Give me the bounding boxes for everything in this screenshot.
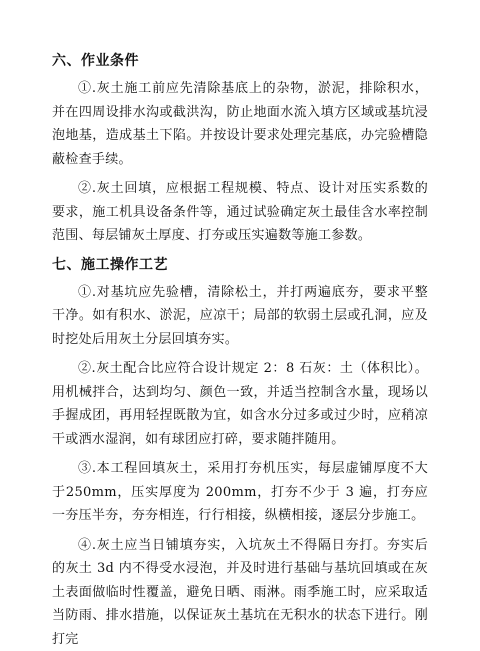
paragraph: ①.对基坑应先验槽，清除松土，并打两遍底夯，要求平整干净。如有积水、淤泥，应凉干；局部的软弱土层或孔洞，应及时挖处后用灰土分层回填夯实。 <box>52 281 428 352</box>
paragraph: ③.本工程回填灰土，采用打夯机压实，每层虚铺厚度不大于250mm，压实厚度为 200mm，打夯不少于 3 遍，打夯应一夯压半夯，夯夯相连，行行相接，纵横相接，逐层分步施工。 <box>52 457 428 528</box>
section-heading-construction-process: 七、施工操作工艺 <box>52 254 428 276</box>
paragraph: ②.灰土回填，应根据工程规模、特点、设计对压实系数的要求，施工机具设备条件等，通过试验确定灰土最佳含水率控制范围、每层铺灰土厚度、打夯或压实遍数等施工参数。 <box>52 177 428 248</box>
section-heading-work-conditions: 六、作业条件 <box>52 50 428 72</box>
paragraph: ②.灰土配合比应符合设计规定 2：8 石灰：土（体积比）。用机械拌合，达到均匀、颜色一致，并适当控制含水量，现场以手握成团，再用轻捏既散为宜，如含水分过多或过少时，应稍凉干或洒水湿润，如有球团应打碎，要求随拌随用。 <box>52 357 428 451</box>
paragraph: ①.灰土施工前应先清除基底上的杂物，淤泥，排除积水，并在四周设排水沟或截洪沟，防止地面水流入填方区域或基坑浸泡地基，造成基土下陷。并按设计要求处理完基底，办完验槽隐蔽检查手续。 <box>52 77 428 171</box>
paragraph: ④.灰土应当日铺填夯实，入坑灰土不得隔日夯打。夯实后的灰土 3d 内不得受水浸泡，并及时进行基础与基坑回填或在灰土表面做临时性覆盖，避免日晒、雨淋。雨季施工时，应采取适当防雨、排水措施，以保证灰土基坑在无积水的状态下进行。刚打完 <box>52 534 428 651</box>
